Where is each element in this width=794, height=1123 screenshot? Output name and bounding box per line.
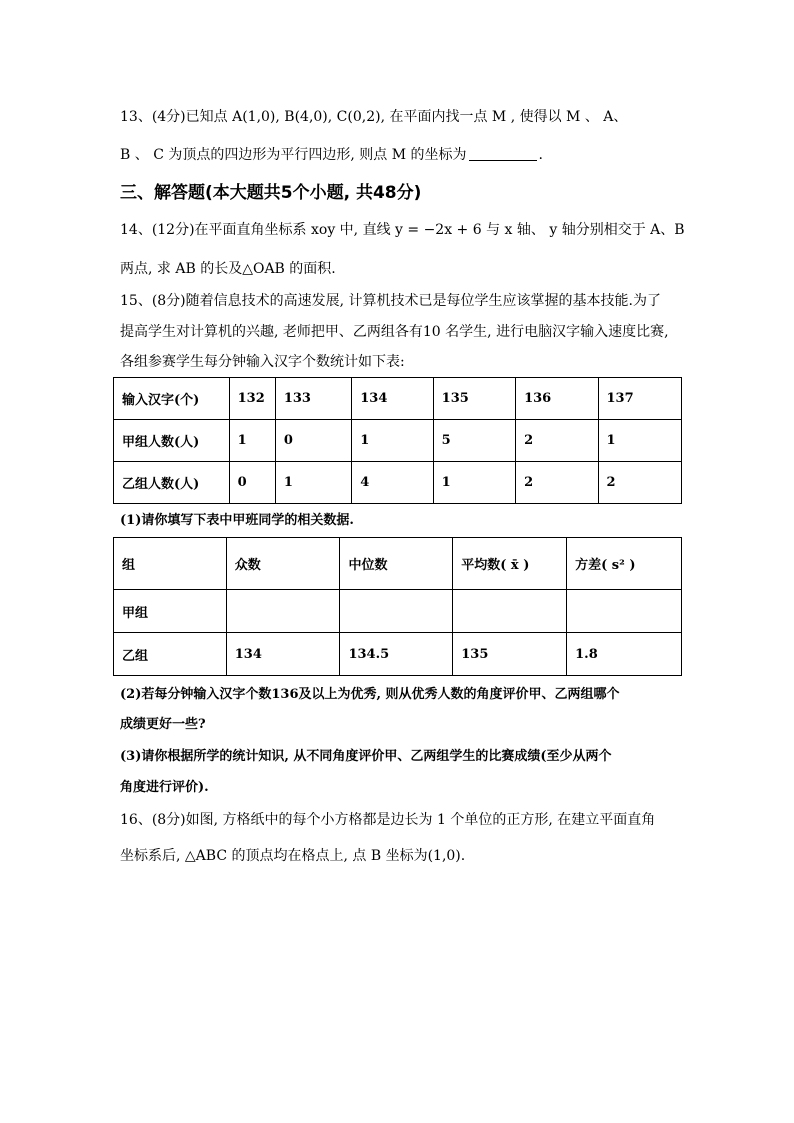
- table-header-cell: 137: [598, 378, 682, 420]
- table-row: [114, 420, 682, 462]
- table-cell: 0: [275, 420, 351, 462]
- table-cell: 1: [229, 420, 275, 462]
- q14-line2: 两点, 求 AB 的长及△OAB 的面积.: [120, 261, 336, 277]
- table-header-cell: 135: [433, 378, 515, 420]
- answer-cell[interactable]: [453, 590, 567, 633]
- q15-line3: 各组参赛学生每分钟输入汉字个数统计如下表:: [120, 354, 405, 370]
- table-cell: 甲组人数(人): [114, 420, 230, 462]
- table-cell: 4: [352, 462, 433, 504]
- q15-line2: 提高学生对计算机的兴趣, 老师把甲、乙两组各有10 名学生, 进行电脑汉字输入速度比赛,: [120, 324, 669, 340]
- q13-line1: 13、(4分)已知点 A(1,0), B(4,0), C(0,2), 在平面内找一点 M , 使得以 M 、 A、: [120, 109, 628, 125]
- answer-cell[interactable]: [226, 590, 340, 633]
- table-header-cell: 134: [352, 378, 433, 420]
- table-cell: 1: [433, 462, 515, 504]
- q15-line1: 15、(8分)随着信息技术的高速发展, 计算机技术已是每位学生应该掌握的基本技能.为了: [120, 293, 661, 309]
- table-cell: 1.8: [567, 633, 682, 676]
- answer-cell[interactable]: [567, 590, 682, 633]
- table-cell: 1: [598, 420, 682, 462]
- table-cell: 135: [453, 633, 567, 676]
- q13-line2: [120, 146, 543, 164]
- table-cell: 2: [598, 462, 682, 504]
- table-cell: 134.5: [340, 633, 453, 676]
- table-header-cell: 平均数( x̄ ): [453, 538, 567, 590]
- q15-part2-line2: 成绩更好一些?: [120, 717, 206, 732]
- table-header-cell: 中位数: [340, 538, 453, 590]
- table-row: [114, 590, 682, 633]
- table-cell: 1: [352, 420, 433, 462]
- table-cell: 2: [516, 462, 598, 504]
- table-row: [114, 378, 682, 420]
- q14-line1: 14、(12分)在平面直角坐标系 xoy 中, 直线 y = −2x + 6 与 x 轴、 y 轴分别相交于 A、B: [120, 222, 685, 238]
- table-header-cell: 众数: [226, 538, 340, 590]
- q15-part3-line1: (3)请你根据所学的统计知识, 从不同角度评价甲、乙两组学生的比赛成绩(至少从两个: [120, 749, 612, 764]
- table-cell: 5: [433, 420, 515, 462]
- table-cell: 乙组人数(人): [114, 462, 230, 504]
- q15-part3-line2: 角度进行评价).: [120, 780, 209, 795]
- answer-blank[interactable]: [469, 146, 537, 161]
- table-row: [114, 538, 682, 590]
- table-header-cell: 136: [516, 378, 598, 420]
- table-cell: 2: [516, 420, 598, 462]
- q16-line1: 16、(8分)如图, 方格纸中的每个小方格都是边长为 1 个单位的正方形, 在建立平面直角: [120, 812, 656, 828]
- q13-line2-text: B 、 C 为顶点的四边形为平行四边形, 则点 M 的坐标为: [120, 147, 467, 163]
- q16-line2: 坐标系后, △ABC 的顶点均在格点上, 点 B 坐标为(1,0).: [120, 848, 466, 864]
- table-row: [114, 462, 682, 504]
- section3-heading: 三、解答题(本大题共5个小题, 共48分): [120, 183, 422, 203]
- statistics-table: [113, 537, 682, 676]
- table-cell: 134: [226, 633, 340, 676]
- table-cell: 0: [229, 462, 275, 504]
- table-header-cell: 输入汉字(个): [114, 378, 230, 420]
- q13-line2-end: .: [538, 147, 543, 163]
- table-header-cell: 组: [114, 538, 227, 590]
- q15-part2-line1: (2)若每分钟输入汉字个数136及以上为优秀, 则从优秀人数的角度评价甲、乙两组哪个: [120, 687, 620, 702]
- q15-part1: (1)请你填写下表中甲班同学的相关数据.: [120, 513, 354, 528]
- input-speed-table: [113, 377, 682, 504]
- table-header-cell: 132: [229, 378, 275, 420]
- table-header-cell: 133: [275, 378, 351, 420]
- table-cell: 1: [275, 462, 351, 504]
- table-cell: 甲组: [114, 590, 227, 633]
- table-header-cell: 方差( s² ): [567, 538, 682, 590]
- table-row: [114, 633, 682, 676]
- answer-cell[interactable]: [340, 590, 453, 633]
- table-cell: 乙组: [114, 633, 227, 676]
